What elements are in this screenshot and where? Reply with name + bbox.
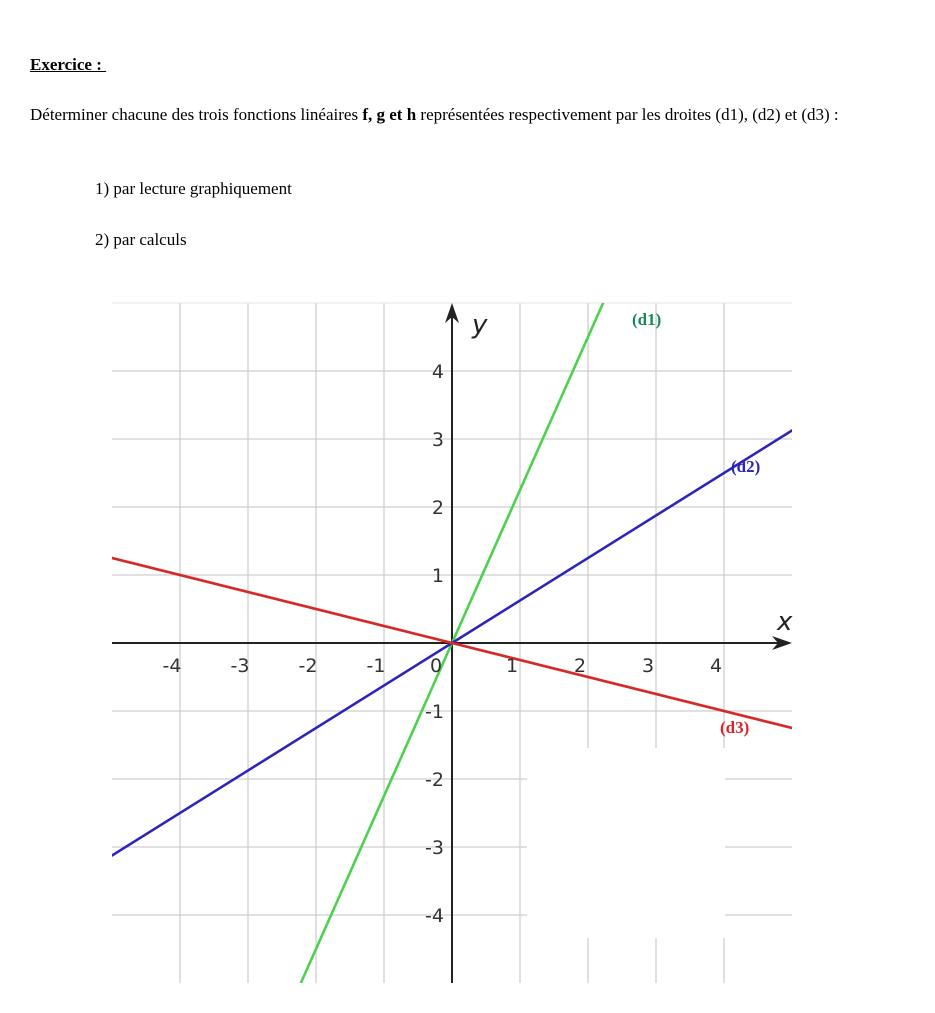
x-tick-label: 0 [429,655,443,677]
x-tick-label: -1 [366,655,386,677]
question-2: 2) par calculs [95,230,187,249]
intro-text-end: représentées respectivement par les droites (d1), (d2) et (d3) : [416,105,839,124]
question-1: 1) par lecture graphiquement [95,179,292,198]
chart-labels [163,310,793,938]
y-tick-label: -1 [425,701,444,723]
exercise-title: Exercice : [30,55,107,74]
y-axis-label: y [472,310,488,340]
y-tick-label: -3 [425,837,444,859]
line-label-d3: (d3) [720,718,750,737]
y-tick-label: -4 [425,905,444,927]
x-tick-label: -3 [230,655,250,677]
x-tick-label: 2 [573,655,587,677]
intro-text-start: Déterminer chacune des trois fonctions linéaires [30,105,363,124]
y-tick-label: 3 [431,429,444,451]
blank-area [527,748,725,938]
y-tick-label: 2 [431,497,444,519]
x-tick-label: -4 [162,655,182,677]
y-tick-label: 4 [431,361,444,383]
x-tick-label: 1 [505,655,519,677]
line-label-d1: (d1) [632,310,662,329]
x-axis-label: x [777,607,793,637]
x-tick-label: 3 [641,655,655,677]
y-tick-label: 1 [431,565,444,587]
x-tick-label: 4 [709,655,723,677]
line-label-d2: (d2) [731,457,761,476]
y-tick-label: -2 [425,769,444,791]
intro-functions-bold: f, g et h [362,105,417,124]
x-tick-label: -2 [298,655,318,677]
